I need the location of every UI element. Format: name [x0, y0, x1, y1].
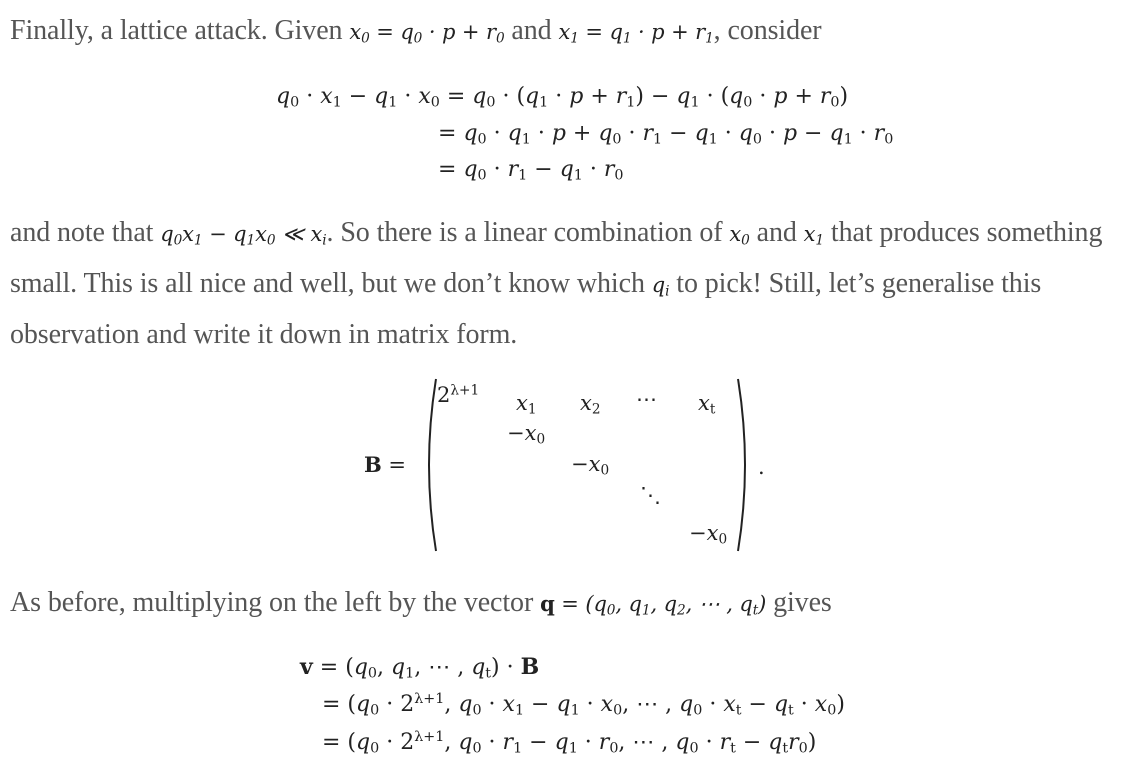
matrix-entry-ddots: ⋱ — [640, 483, 661, 507]
equation-v-line-2: = ($q_0 \cdot 2^{\lambda+1}$, $q_0 \cdot x_1 - q_1 \cdot x_0$, ⋯ , $q_0 \cdot x_t - q_t \cdot x_0$) — [322, 691, 845, 719]
matrix-period: . — [758, 455, 765, 479]
matrix-entry-neg-x0-2: $-x_0$ — [571, 452, 610, 479]
math-small-combination: $q_0x_1 - q_1x_0$ ≪ $x_i$ — [160, 222, 327, 249]
matrix-entry-x1: $x_1$ — [516, 391, 537, 418]
math-x0: $x_0$ — [729, 222, 750, 249]
equation-line-3: = $q_0 \cdot r_1 - q_1 \cdot r_0$ — [438, 157, 624, 184]
equation-v-line-1: $v = (q_0$, $q_1$, ⋯ , $q_t) \cdot B$ — [300, 654, 540, 682]
obs-text-1: and note that — [10, 217, 161, 248]
math-qi: $q_i$ — [651, 273, 670, 300]
obs-text-4: to pick! Still, let’s generalise this observation and write it down in matrix form. — [10, 268, 1042, 350]
paragraph-intro — [10, 6, 1120, 57]
matrix-entry-x2: $x_2$ — [580, 391, 601, 418]
intro-and: and — [504, 15, 559, 46]
math-x0-def: $x_0 = q_0 \cdot p + r_0$ — [349, 20, 505, 47]
equation-line-2: = $q_0 \cdot q_1 \cdot p + q_0 \cdot r_1 - q_1 \cdot q_0 \cdot p - q_1 \cdot r_0$ — [438, 121, 894, 148]
matrix-entry-neg-x0-last: $-x_0$ — [689, 521, 728, 548]
math-x1: $x_1$ — [803, 222, 825, 249]
paragraph-multiply — [10, 578, 1120, 629]
matrix-label: B = — [364, 452, 407, 477]
intro-text: Finally, a lattice attack. Given — [10, 15, 350, 46]
matrix-entry-2-lambda: $2^{\lambda+1}$ — [437, 382, 480, 407]
obs-and: and — [749, 217, 804, 248]
intro-consider: , consider — [713, 15, 822, 46]
matrix-block — [0, 375, 1130, 555]
math-q-vector: $q = (q_0$, $q_1$, $q_2$, ⋯ , $q_t$) — [540, 591, 767, 619]
equation-v-line-3: = ($q_0 \cdot 2^{\lambda+1}$, $q_0 \cdot r_1 - q_1 \cdot r_0$, ⋯ , $q_0 \cdot r_t - q_tr_0$) — [322, 729, 817, 757]
obs-text-2: . So there is a linear combination of — [326, 217, 730, 248]
multiply-gives: gives — [766, 587, 832, 618]
math-x1-def: $x_1 = q_1 \cdot p + r_1$ — [558, 20, 714, 47]
matrix-right-bracket — [734, 377, 754, 553]
matrix-entry-neg-x0-1: $-x_0$ — [507, 421, 546, 448]
equation-line-1: $q_0 \cdot x_1 - q_1 \cdot x_0 = q_0 \cdot (q_1 \cdot p + r_1) - q_1 \cdot (q_0 \cdot p + r_0)$ — [276, 84, 849, 111]
multiply-text-1: As before, multiplying on the left by the vector — [10, 587, 541, 618]
matrix-entry-cdots: ⋯ — [636, 387, 657, 411]
paragraph-observation — [10, 208, 1120, 359]
obs-text-3: that produces something small. This is all nice and well, but we don’t know which — [10, 217, 1103, 299]
matrix-entry-xt: $x_t$ — [698, 391, 716, 418]
